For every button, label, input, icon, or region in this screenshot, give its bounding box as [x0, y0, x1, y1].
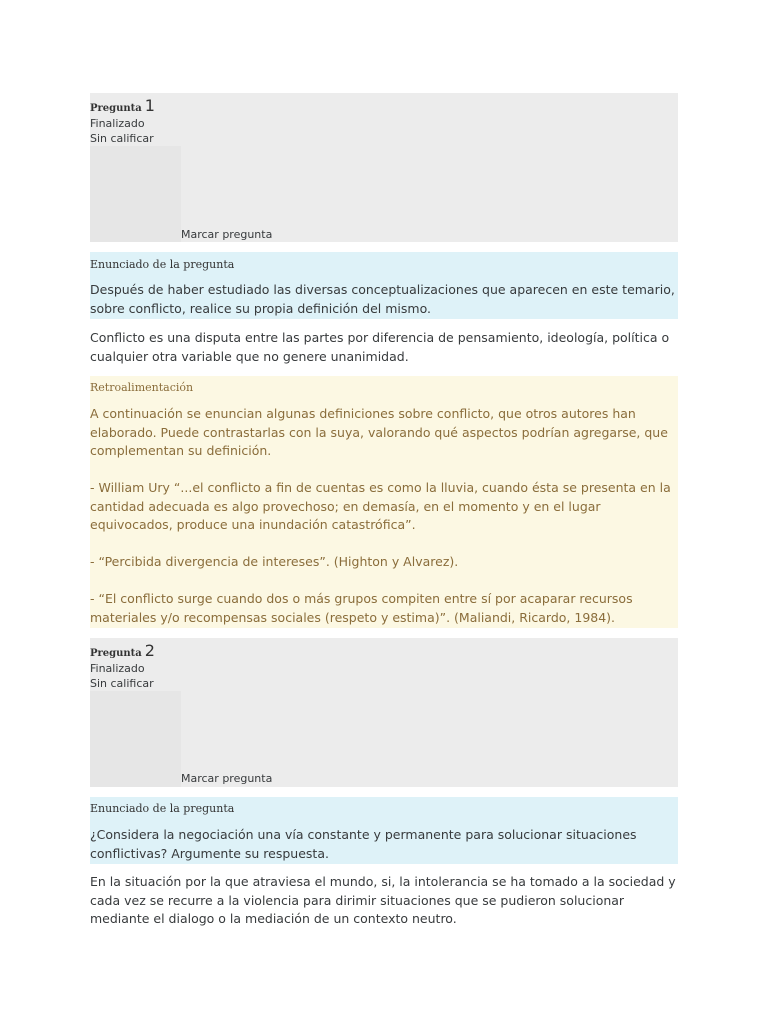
question-2-info — [90, 638, 678, 787]
question-1-info — [90, 93, 678, 242]
feedback-paragraph-intro: A continuación se enuncian algunas definiciones sobre conflicto, que otros autores han elaborado. Puede contrastarlas con la suya, valorando qué aspectos podrían agregarse, que complementan su definición. — [90, 406, 668, 458]
question-1-title — [90, 96, 155, 115]
question-2-state: Finalizado — [90, 662, 145, 675]
question-label: Pregunta — [90, 103, 142, 114]
question-number: 1 — [144, 96, 155, 115]
feedback-paragraph-ury: - William Ury “...el conflicto a fin de cuentas es como la lluvia, cuando ésta se presenta en la cantidad adecuada es algo provechoso; en demasía, en el momento y en el lugar equivocados, produce una inundación catastrófica”. — [90, 480, 671, 532]
question-2-statement-text: ¿Considera la negociación una vía constante y permanente para solucionar situaciones conflictivas? Argumente su respuesta. — [90, 827, 637, 861]
question-1-statement-text: Después de haber estudiado las diversas conceptualizaciones que aparecen en este temario, sobre conflicto, realice su propia definición del mismo. — [90, 282, 675, 316]
question-1-feedback-box — [90, 376, 678, 628]
feedback-paragraph-maliandi: - “El conflicto surge cuando dos o más grupos compiten entre sí por acaparar recursos materiales y/o recompensas sociales (respeto y estima)”. (Maliandi, Ricardo, 1984). — [90, 591, 633, 625]
question-1-flag-link[interactable]: Marcar pregunta — [181, 228, 273, 241]
question-1-statement-box — [90, 252, 678, 319]
question-2-answer: En la situación por la que atraviesa el mundo, si, la intolerancia se ha tomado a la sociedad y cada vez se recurre a la violencia para dirimir situaciones que se pudieron solucionar mediante el dialogo o la mediación de un contexto neutro. — [90, 874, 676, 926]
question-1-flag-column — [90, 146, 181, 242]
question-label: Pregunta — [90, 648, 142, 659]
question-number: 2 — [144, 641, 155, 660]
question-2-grade: Sin calificar — [90, 677, 154, 690]
question-2-flag-link[interactable]: Marcar pregunta — [181, 772, 273, 785]
question-1-grade: Sin calificar — [90, 132, 154, 145]
question-2-flag-column — [90, 691, 181, 787]
question-1-state: Finalizado — [90, 117, 145, 130]
question-1-answer: Conflicto es una disputa entre las partes por diferencia de pensamiento, ideología, política o cualquier otra variable que no genere unanimidad. — [90, 330, 670, 364]
feedback-paragraph-highton: - “Percibida divergencia de intereses”. (Highton y Alvarez). — [90, 554, 459, 569]
question-2-statement-heading: Enunciado de la pregunta — [90, 802, 235, 815]
question-2-title — [90, 641, 155, 660]
question-1-statement-heading: Enunciado de la pregunta — [90, 258, 235, 271]
question-2-statement-box — [90, 797, 678, 864]
feedback-heading: Retroalimentación — [90, 381, 194, 394]
